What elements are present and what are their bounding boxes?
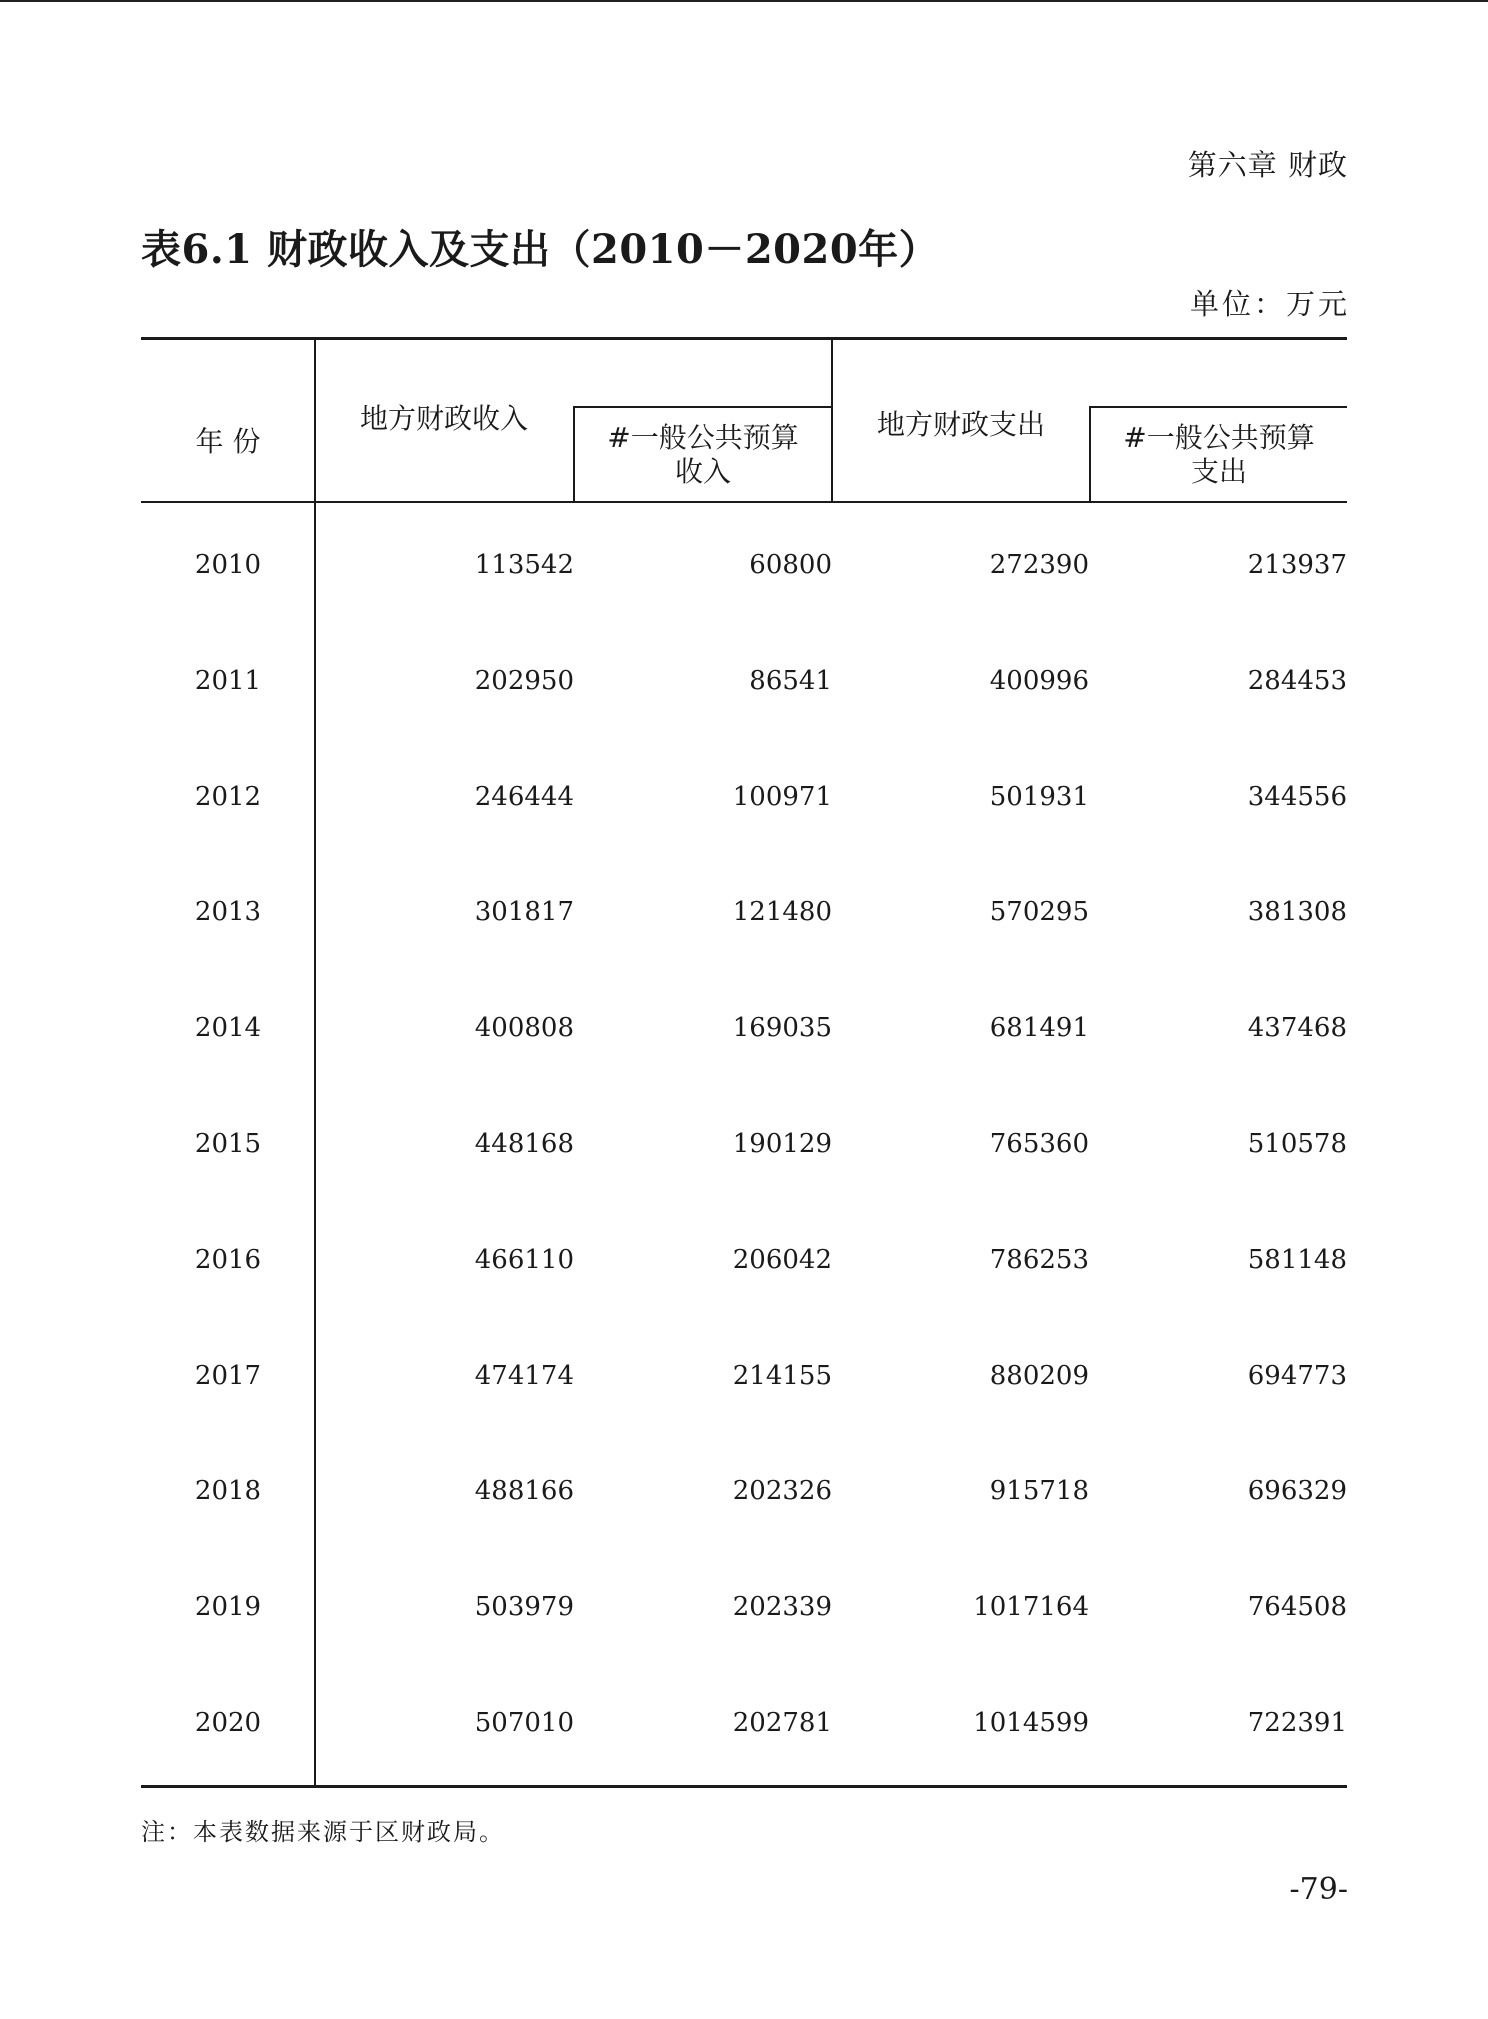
header-general-budget-expenditure-line2: 支出 (1190, 455, 1247, 488)
header-general-budget-expenditure (1091, 421, 1347, 489)
header-local-expenditure: 地方财政支出 (876, 408, 1045, 441)
cell-general-budget-expenditure: 510578 (1247, 1129, 1347, 1159)
cell-year: 2013 (194, 897, 262, 927)
cell-general-budget-revenue: 121480 (732, 897, 832, 927)
cell-general-budget-revenue: 86541 (749, 666, 832, 696)
cell-local-revenue: 113542 (474, 550, 574, 580)
cell-general-budget-expenditure: 581148 (1247, 1245, 1347, 1275)
table-bottom-rule (141, 1785, 1347, 1788)
cell-general-budget-expenditure: 344556 (1247, 782, 1347, 812)
cell-year: 2011 (194, 666, 262, 696)
page-number: -79- (1289, 1872, 1348, 1907)
source-note: 注：本表数据来源于区财政局。 (141, 1818, 505, 1846)
cell-general-budget-expenditure: 213937 (1247, 550, 1347, 580)
cell-year: 2016 (194, 1245, 262, 1275)
table-title: 表6.1 财政收入及支出（2010－2020年） (141, 226, 940, 273)
cell-local-expenditure: 786253 (989, 1245, 1089, 1275)
cell-local-revenue: 202950 (474, 666, 574, 696)
header-general-budget-revenue (575, 421, 831, 489)
cell-general-budget-revenue: 202339 (732, 1592, 832, 1622)
cell-local-revenue: 503979 (474, 1592, 574, 1622)
header-year: 年 份 (195, 425, 261, 458)
cell-local-expenditure: 1014599 (973, 1708, 1089, 1738)
header-general-budget-revenue-line1: #一般公共预算 (607, 421, 799, 454)
finance-table (141, 337, 1347, 1788)
cell-year: 2018 (194, 1476, 262, 1506)
cell-local-expenditure: 272390 (989, 550, 1089, 580)
header-general-budget-revenue-line2: 收入 (674, 455, 731, 488)
cell-local-expenditure: 400996 (989, 666, 1089, 696)
cell-local-expenditure: 765360 (989, 1129, 1089, 1159)
header-general-budget-expenditure-line1: #一般公共预算 (1123, 421, 1315, 454)
cell-year: 2015 (194, 1129, 262, 1159)
chapter-header: 第六章 财政 (1187, 148, 1348, 182)
cell-year: 2020 (194, 1708, 262, 1738)
page-top-border (0, 0, 1488, 2)
cell-general-budget-expenditure: 722391 (1247, 1708, 1347, 1738)
header-bottom-rule (141, 501, 1347, 503)
cell-general-budget-revenue: 202781 (732, 1708, 832, 1738)
cell-local-revenue: 301817 (474, 897, 574, 927)
cell-general-budget-expenditure: 284453 (1247, 666, 1347, 696)
sub-header-rule-revenue (573, 406, 831, 408)
cell-local-expenditure: 915718 (989, 1476, 1089, 1506)
cell-local-revenue: 466110 (474, 1245, 574, 1275)
cell-local-revenue: 507010 (474, 1708, 574, 1738)
cell-general-budget-expenditure: 437468 (1247, 1013, 1347, 1043)
cell-local-revenue: 488166 (474, 1476, 574, 1506)
cell-year: 2010 (194, 550, 262, 580)
cell-general-budget-revenue: 60800 (749, 550, 832, 580)
cell-local-expenditure: 880209 (989, 1361, 1089, 1391)
cell-general-budget-expenditure: 694773 (1247, 1361, 1347, 1391)
cell-general-budget-revenue: 100971 (732, 782, 832, 812)
sub-header-rule-expenditure (1089, 406, 1347, 408)
cell-general-budget-revenue: 202326 (732, 1476, 832, 1506)
unit-label: 单位：万元 (1189, 287, 1350, 321)
cell-general-budget-revenue: 169035 (732, 1013, 832, 1043)
cell-general-budget-expenditure: 381308 (1247, 897, 1347, 927)
cell-local-revenue: 474174 (474, 1361, 574, 1391)
cell-year: 2019 (194, 1592, 262, 1622)
cell-general-budget-expenditure: 696329 (1247, 1476, 1347, 1506)
cell-general-budget-revenue: 214155 (732, 1361, 832, 1391)
cell-year: 2012 (194, 782, 262, 812)
cell-local-expenditure: 570295 (989, 897, 1089, 927)
cell-local-expenditure: 681491 (989, 1013, 1089, 1043)
cell-local-expenditure: 1017164 (973, 1592, 1089, 1622)
cell-local-revenue: 246444 (474, 782, 574, 812)
cell-local-expenditure: 501931 (989, 782, 1089, 812)
cell-local-revenue: 400808 (474, 1013, 574, 1043)
cell-general-budget-revenue: 190129 (732, 1129, 832, 1159)
cell-local-revenue: 448168 (474, 1129, 574, 1159)
table-top-rule (141, 337, 1347, 340)
cell-general-budget-expenditure: 764508 (1247, 1592, 1347, 1622)
cell-general-budget-revenue: 206042 (732, 1245, 832, 1275)
header-local-revenue: 地方财政收入 (359, 402, 528, 435)
cell-year: 2014 (194, 1013, 262, 1043)
cell-year: 2017 (194, 1361, 262, 1391)
